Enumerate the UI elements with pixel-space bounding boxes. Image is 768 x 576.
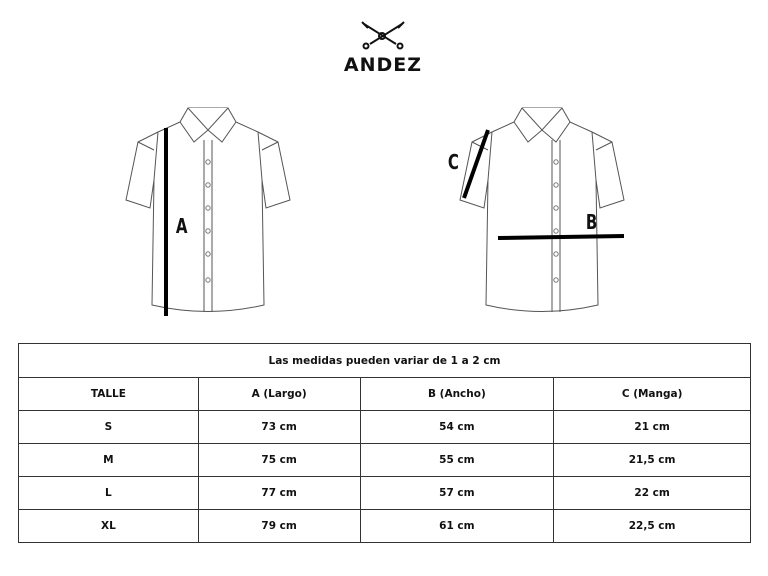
table-row: [19, 444, 751, 477]
table-header-row: [19, 378, 751, 411]
table-caption: Las medidas pueden variar de 1 a 2 cm: [19, 344, 751, 378]
cell-size: S: [19, 411, 199, 444]
cell-size: M: [19, 444, 199, 477]
measure-label-a: A: [175, 214, 188, 238]
cell-largo: 75 cm: [198, 444, 360, 477]
cell-largo: 73 cm: [198, 411, 360, 444]
table-row: [19, 477, 751, 510]
cell-size: L: [19, 477, 199, 510]
cell-ancho: 61 cm: [360, 510, 554, 543]
cell-largo: 79 cm: [198, 510, 360, 543]
size-table: [18, 343, 751, 543]
cell-manga: 21 cm: [554, 411, 751, 444]
cell-ancho: 57 cm: [360, 477, 554, 510]
cell-size: XL: [19, 510, 199, 543]
table-caption-row: [19, 344, 751, 378]
table-row: [19, 510, 751, 543]
header-ancho: B (Ancho): [360, 378, 554, 411]
cell-largo: 77 cm: [198, 477, 360, 510]
cell-manga: 22,5 cm: [554, 510, 751, 543]
cell-ancho: 54 cm: [360, 411, 554, 444]
header-talle: TALLE: [19, 378, 199, 411]
measure-label-b: B: [585, 210, 598, 234]
header-manga: C (Manga): [554, 378, 751, 411]
measure-label-c: C: [447, 150, 459, 174]
cell-manga: 21,5 cm: [554, 444, 751, 477]
brand-logo: [338, 20, 428, 90]
cell-ancho: 55 cm: [360, 444, 554, 477]
cell-manga: 22 cm: [554, 477, 751, 510]
table-row: [19, 411, 751, 444]
brand-name: ANDEZ: [343, 54, 423, 76]
measure-line-b: [498, 236, 624, 238]
measure-line-c: [458, 128, 494, 200]
safety-pins-icon: [358, 20, 408, 50]
header-largo: A (Largo): [198, 378, 360, 411]
shirt-front-diagram: [118, 100, 298, 325]
